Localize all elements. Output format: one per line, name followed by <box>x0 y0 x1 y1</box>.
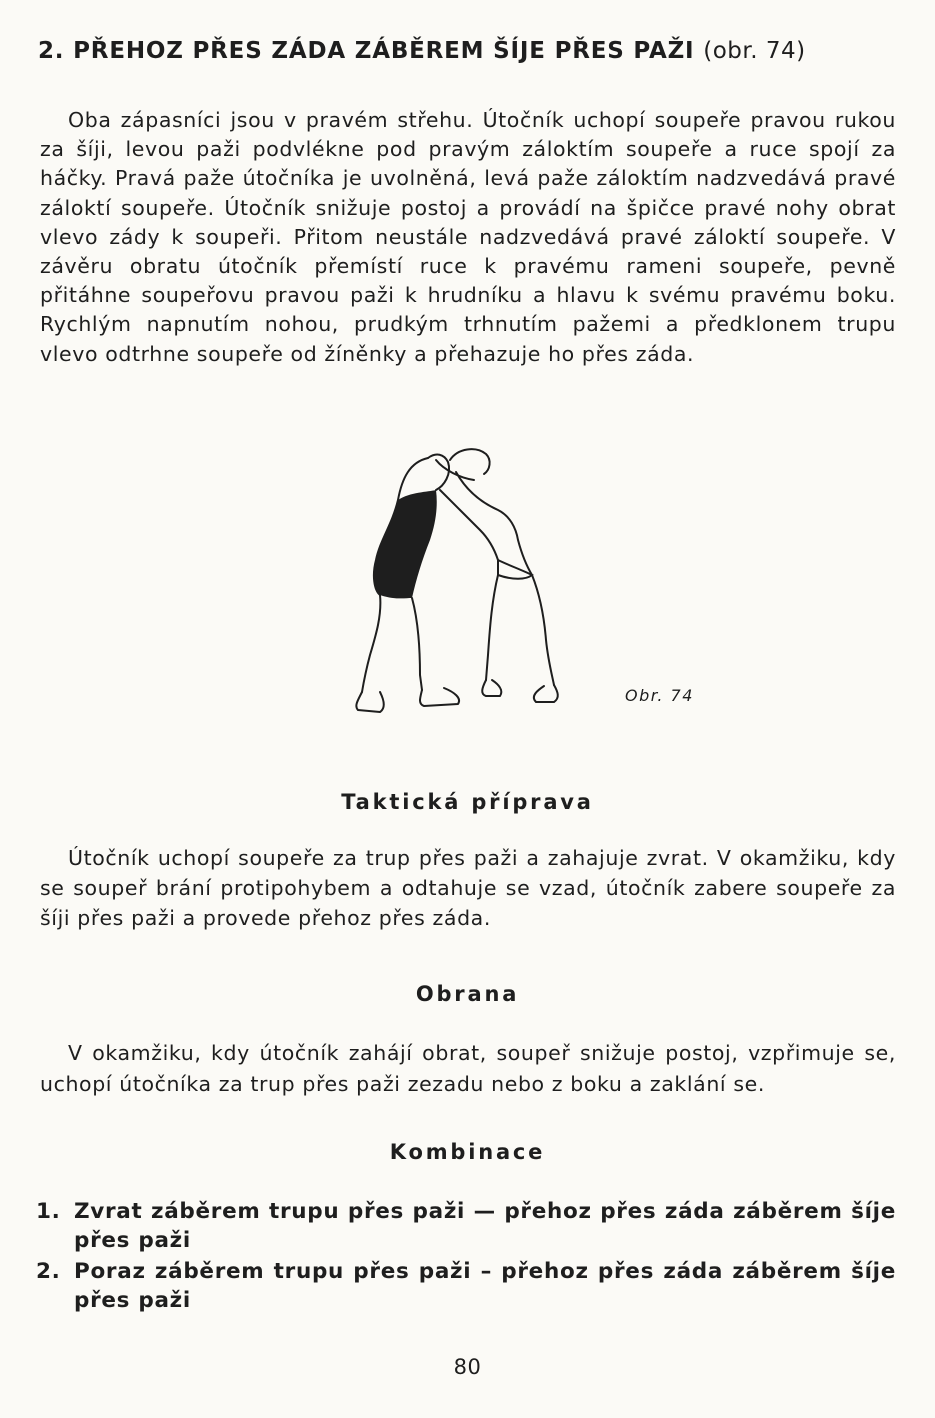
right-wrestler-arm <box>436 460 474 480</box>
right-wrestler-head <box>450 449 490 474</box>
right-wrestler-right-shoe <box>482 680 501 696</box>
list-item-number: 2. <box>36 1259 61 1284</box>
figure-reference: (obr. 74) <box>703 38 806 64</box>
list-item <box>36 1258 896 1315</box>
dark-singlet <box>374 490 437 598</box>
section-title: 2. PŘEHOZ PŘES ZÁDA ZÁBĚREM ŠÍJE PŘES PAŽI <box>38 38 695 64</box>
tactical-paragraph: Útočník uchopí soupeře za trup přes paži a zahajuje zvrat. V okamžiku, kdy se soupeř brání protipohybem a odtahuje se vzad, útočník zabere soupeře za šíji přes paži a provede přehoz přes záda. <box>40 846 896 930</box>
left-wrestler-right-leg <box>412 598 422 690</box>
list-item-text: Poraz záběrem trupu přes paži – přehoz přes záda záběrem šíje přes paži <box>74 1259 896 1313</box>
combinations-list <box>36 1198 896 1318</box>
defense-heading: Obrana <box>415 982 520 1006</box>
defense-paragraph: V okamžiku, kdy útočník zahájí obrat, soupeř snižuje postoj, vzpřimuje se, uchopí útočníka za trup přes paži zezadu nebo z boku a zaklání se. <box>40 1041 896 1096</box>
right-wrestler-left-shoe <box>534 685 558 702</box>
tactical-heading: Taktická příprava <box>341 790 594 814</box>
light-singlet-trunks <box>498 560 532 579</box>
left-wrestler-right-shoe <box>420 688 459 706</box>
page-number: 80 <box>453 1355 482 1379</box>
right-wrestler-torso <box>440 490 498 560</box>
left-wrestler-left-shoe <box>356 692 383 712</box>
intro-paragraph: Oba zápasníci jsou v pravém střehu. Útočník uchopí soupeře pravou rukou za šíji, levou paži podvlékne pod pravým záloktím soupeře a ruce spojí za háčky. Pravá paže útočníka je uvolněná, levá paže záloktím nadzvedává pravé záloktí soupeře. Útočník snižuje postoj a provádí na špičce pravé nohy obrat vlevo zády k soupeři. Přitom neustále nadzvedává pravé záloktí soupeře. V závěru obratu útočník přemístí ruce k pravému rameni soupeře, pevně přitáhne soupeřovu pravou paži k hrudníku a hlavu k svému pravému boku. Rychlým napnutím nohou, prudkým trhnutím pažemi a předklonem trupu vlevo odtrhne soupeře od žíněnky a přehazuje ho přes záda. <box>40 108 896 366</box>
list-item-number: 1. <box>36 1199 61 1224</box>
list-item-text: Zvrat záběrem trupu přes paži — přehoz přes záda záběrem šíje přes paži <box>74 1199 896 1253</box>
section-heading <box>38 38 908 64</box>
right-wrestler-left-leg <box>532 575 554 685</box>
wrestlers-illustration <box>340 430 580 730</box>
right-wrestler-right-leg <box>486 575 498 680</box>
right-wrestler-back <box>456 472 532 575</box>
combinations-heading: Kombinace <box>389 1140 546 1164</box>
left-wrestler-arm <box>428 455 449 490</box>
left-wrestler-left-leg <box>362 595 380 692</box>
figure-caption: Obr. 74 <box>625 686 694 705</box>
list-item <box>36 1198 896 1255</box>
